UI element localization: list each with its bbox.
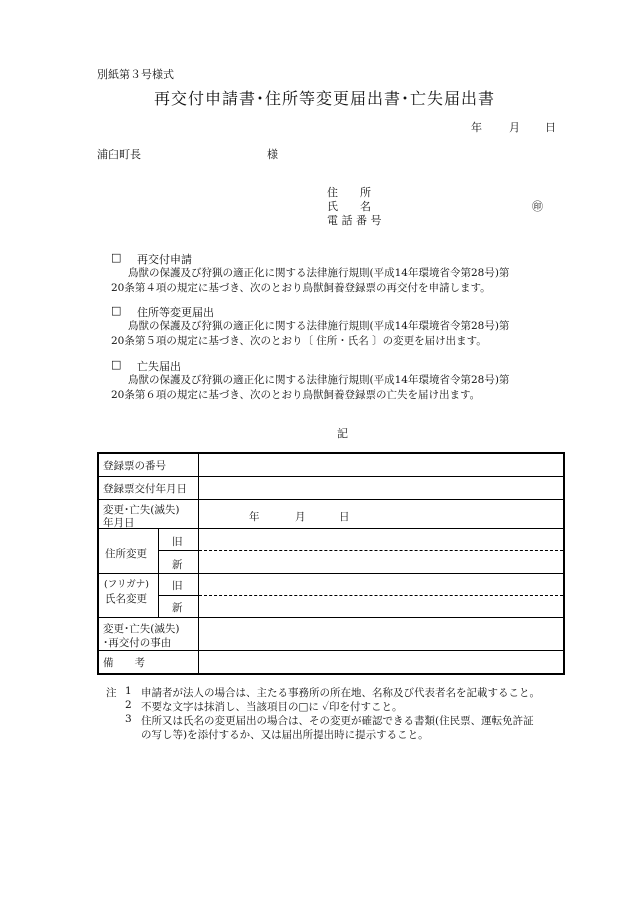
change-date-label-1: 変更･亡失(滅失) [103,504,180,516]
note-3-text-cont: の写し等)を添付するか、又は届出所提出時に提示すること。 [141,729,429,741]
section-heading: 再交付申請 [137,253,192,266]
phone-label: 電 話 番 号 [327,214,382,227]
checkbox-icon[interactable]: □ [111,358,122,371]
note-3-text: 住所又は氏名の変更届出の場合は、その変更が確認できる書類(住民票、運転免許証 [141,715,534,727]
section-text-line1: 鳥獣の保護及び狩猟の適正化に関する法律施行規則(平成14年環境省令第28号)第 [128,320,510,332]
section-text-line2: 20条第６項の規定に基づき、次のとおり鳥獣飼養登録票の亡失を届け出ます。 [111,389,481,401]
change-date-day: 日 [339,511,350,523]
address-label: 住 所 [327,186,371,199]
note-2-text: 不要な文字は抹消し、当該項目の□に ✓印を付すこと。 [141,701,403,713]
date-day: 日 [545,121,556,134]
notes-lead: 注 [106,687,117,699]
seal-mark: ㊞ [532,200,543,213]
reason-label-1: 変更･亡失(滅失) [103,623,180,635]
section-text-line1: 鳥獣の保護及び狩猟の適正化に関する法律施行規則(平成14年環境省令第28号)第 [128,374,510,386]
note-3-num: 3 [125,713,132,725]
addressee-town: 浦臼町長 [97,148,141,161]
change-date-label-2: 年月日 [103,517,135,529]
name-label: 氏 名 [327,200,371,213]
reason-label-2: ･再交付の事由 [103,637,172,649]
date-year: 年 [471,121,482,134]
name-change-label: 氏名変更 [105,593,147,605]
registration-table [97,452,565,675]
address-change-label: 住所変更 [105,548,147,560]
address-new-label: 新 [172,559,183,571]
section-heading: 住所等変更届出 [137,306,214,319]
date-month: 月 [509,121,520,134]
checkbox-icon[interactable]: □ [111,304,122,317]
name-old-label: 旧 [172,580,183,592]
furigana-label: (フリガナ) [104,579,149,590]
page-title: 再交付申請書･住所等変更届出書･亡失届出書 [154,89,496,108]
form-number: 別紙第３号様式 [97,68,174,81]
addressee-honorific: 様 [267,148,278,161]
note-1-num: 1 [125,685,132,697]
reg-number-label: 登録票の番号 [103,460,166,472]
section-text-line2: 20条第５項の規定に基づき、次のとおり〔 住所・氏名 〕の変更を届け出ます。 [111,335,487,347]
note-2-num: 2 [125,699,132,711]
issue-date-label: 登録票交付年月日 [103,483,187,495]
change-date-month: 月 [295,511,306,523]
section-text-line1: 鳥獣の保護及び狩猟の適正化に関する法律施行規則(平成14年環境省令第28号)第 [128,267,510,279]
change-date-year: 年 [249,511,260,523]
ki-label: 記 [337,427,348,440]
checkbox-icon[interactable]: □ [111,251,122,264]
section-heading: 亡失届出 [137,360,181,373]
address-old-label: 旧 [172,536,183,548]
remarks-label: 備 考 [103,657,145,669]
name-new-label: 新 [172,602,183,614]
note-1-text: 申請者が法人の場合は、主たる事務所の所在地、名称及び代表者名を記載すること。 [141,687,540,699]
section-text-line2: 20条第４項の規定に基づき、次のとおり鳥獣飼養登録票の再交付を申請します。 [111,282,491,294]
